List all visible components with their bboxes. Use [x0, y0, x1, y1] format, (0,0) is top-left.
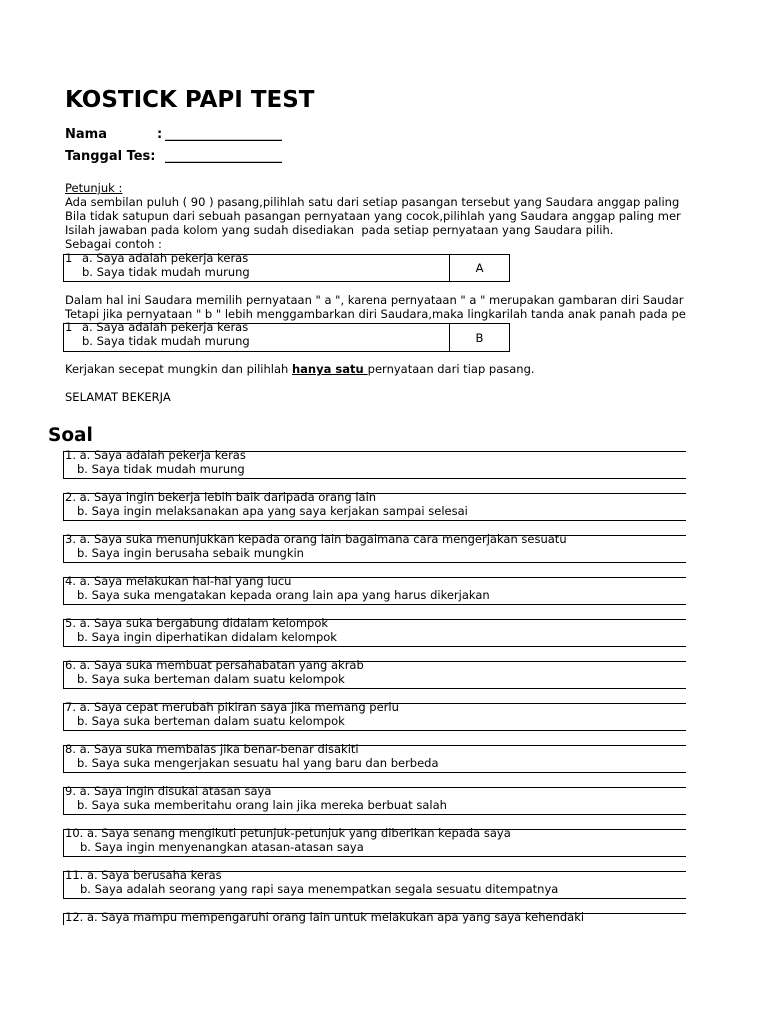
instructions-heading: Petunjuk : [65, 181, 123, 195]
nama-separator: : [157, 127, 163, 142]
question-item [63, 616, 686, 647]
question-option-a: 6. a. Saya suka membuat persahabatan yang akrab [65, 658, 364, 672]
question-item [63, 490, 686, 521]
question-item [63, 448, 686, 479]
example-option-a: a. Saya adalah pekerja keras [82, 251, 249, 265]
question-item [63, 910, 686, 925]
question-option-a: 9. a. Saya ingin disukai atasan saya [65, 784, 272, 798]
question-option-a: 1. a. Saya adalah pekerja keras [65, 448, 246, 462]
question-option-a: 3. a. Saya suka menunjukkan kepada orang lain bagaimana cara mengerjakan sesuatu [65, 532, 567, 546]
question-option-a: 7. a. Saya cepat merubah pikiran saya jika memang perlu [65, 700, 399, 714]
example-answer: A [475, 261, 484, 275]
question-option-b: b. Saya tidak mudah murung [77, 462, 245, 476]
question-option-a: 10. a. Saya senang mengikuti petunjuk-petunjuk yang diberikan kepada saya [65, 826, 511, 840]
question-option-b: b. Saya ingin menyenangkan atasan-atasan saya [80, 840, 364, 854]
instruction-line: Bila tidak satupun dari sebuah pasangan pernyataan yang cocok,pilihlah yang Saudara anggap paling mer [65, 209, 681, 223]
speed-note-emphasis: hanya satu [291, 362, 368, 376]
question-option-a: 5. a. Saya suka bergabung didalam kelompok [65, 616, 329, 630]
nama-label: Nama [65, 127, 107, 142]
question-option-a: 8. a. Saya suka membalas jika benar-benar disakiti [65, 742, 359, 756]
explanation-line: Tetapi jika pernyataan " b " lebih menggambarkan diri Saudara,maka lingkarilah tanda anak panah pada pe [65, 307, 686, 321]
page-title: KOSTICK PAPI TEST [65, 87, 315, 113]
question-item [63, 826, 686, 857]
question-item [63, 532, 686, 563]
question-option-b: b. Saya ingin berusaha sebaik mungkin [77, 546, 304, 560]
example-option-b: b. Saya tidak mudah murung [82, 334, 250, 348]
question-option-b: b. Saya ingin melaksanakan apa yang saya kerjakan sampai selesai [77, 504, 468, 518]
question-option-a: 2. a. Saya ingin bekerja lebih baik daripada orang lain [65, 490, 377, 504]
instruction-line: Sebagai contoh : [65, 237, 162, 251]
question-option-b: b. Saya suka mengerjakan sesuatu hal yang baru dan berbeda [77, 756, 439, 770]
example-answer: B [475, 330, 484, 345]
tanggal-tes-blank-line: __________________ [165, 149, 282, 164]
question-option-b: b. Saya suka berteman dalam suatu kelompok [77, 714, 345, 728]
question-option-b: b. Saya ingin diperhatikan didalam kelompok [77, 630, 337, 644]
nama-blank-line: __________________ [165, 127, 282, 142]
question-option-b: b. Saya suka memberitahu orang lain jika mereka berbuat salah [77, 798, 447, 812]
instruction-line: Isilah jawaban pada kolom yang sudah disediakan pada setiap pernyataan yang Saudara pilih. [65, 223, 614, 237]
question-item [63, 574, 686, 605]
example-number: 1 [65, 320, 73, 334]
explanation-line: Dalam hal ini Saudara memilih pernyataan " a ", karena pernyataan " a " merupakan gambaran diri Saudar [65, 293, 684, 307]
question-option-b: b. Saya adalah seorang yang rapi saya menempatkan segala sesuatu ditempatnya [80, 882, 559, 896]
instruction-line: Ada sembilan puluh ( 90 ) pasang,pilihlah satu dari setiap pasangan tersebut yang Saudara anggap paling [65, 195, 680, 209]
question-item [63, 868, 686, 899]
question-option-a: 12. a. Saya mampu mempengaruhi orang lain untuk melakukan apa yang saya kehendaki [65, 910, 585, 924]
speed-note-after: pernyataan dari tiap pasang. [367, 362, 535, 376]
question-item [63, 658, 686, 689]
speed-note-before: Kerjakan secepat mungkin dan pilihlah [65, 362, 292, 376]
question-item [63, 742, 686, 773]
question-item [63, 700, 686, 731]
question-option-a: 11. a. Saya berusaha keras [65, 868, 222, 882]
closing-text: SELAMAT BEKERJA [65, 390, 171, 404]
question-option-b: b. Saya suka mengatakan kepada orang lain apa yang harus dikerjakan [77, 588, 490, 602]
section-title: Soal [48, 425, 93, 446]
example-option-a: a. Saya adalah pekerja keras [82, 320, 249, 334]
example-number: 1 [65, 251, 73, 265]
question-option-b: b. Saya suka berteman dalam suatu kelompok [77, 672, 345, 686]
tanggal-tes-label: Tanggal Tes: [65, 149, 156, 164]
question-item [63, 784, 686, 815]
example-option-b: b. Saya tidak mudah murung [82, 265, 250, 279]
question-option-a: 4. a. Saya melakukan hal-hal yang lucu [65, 574, 292, 588]
